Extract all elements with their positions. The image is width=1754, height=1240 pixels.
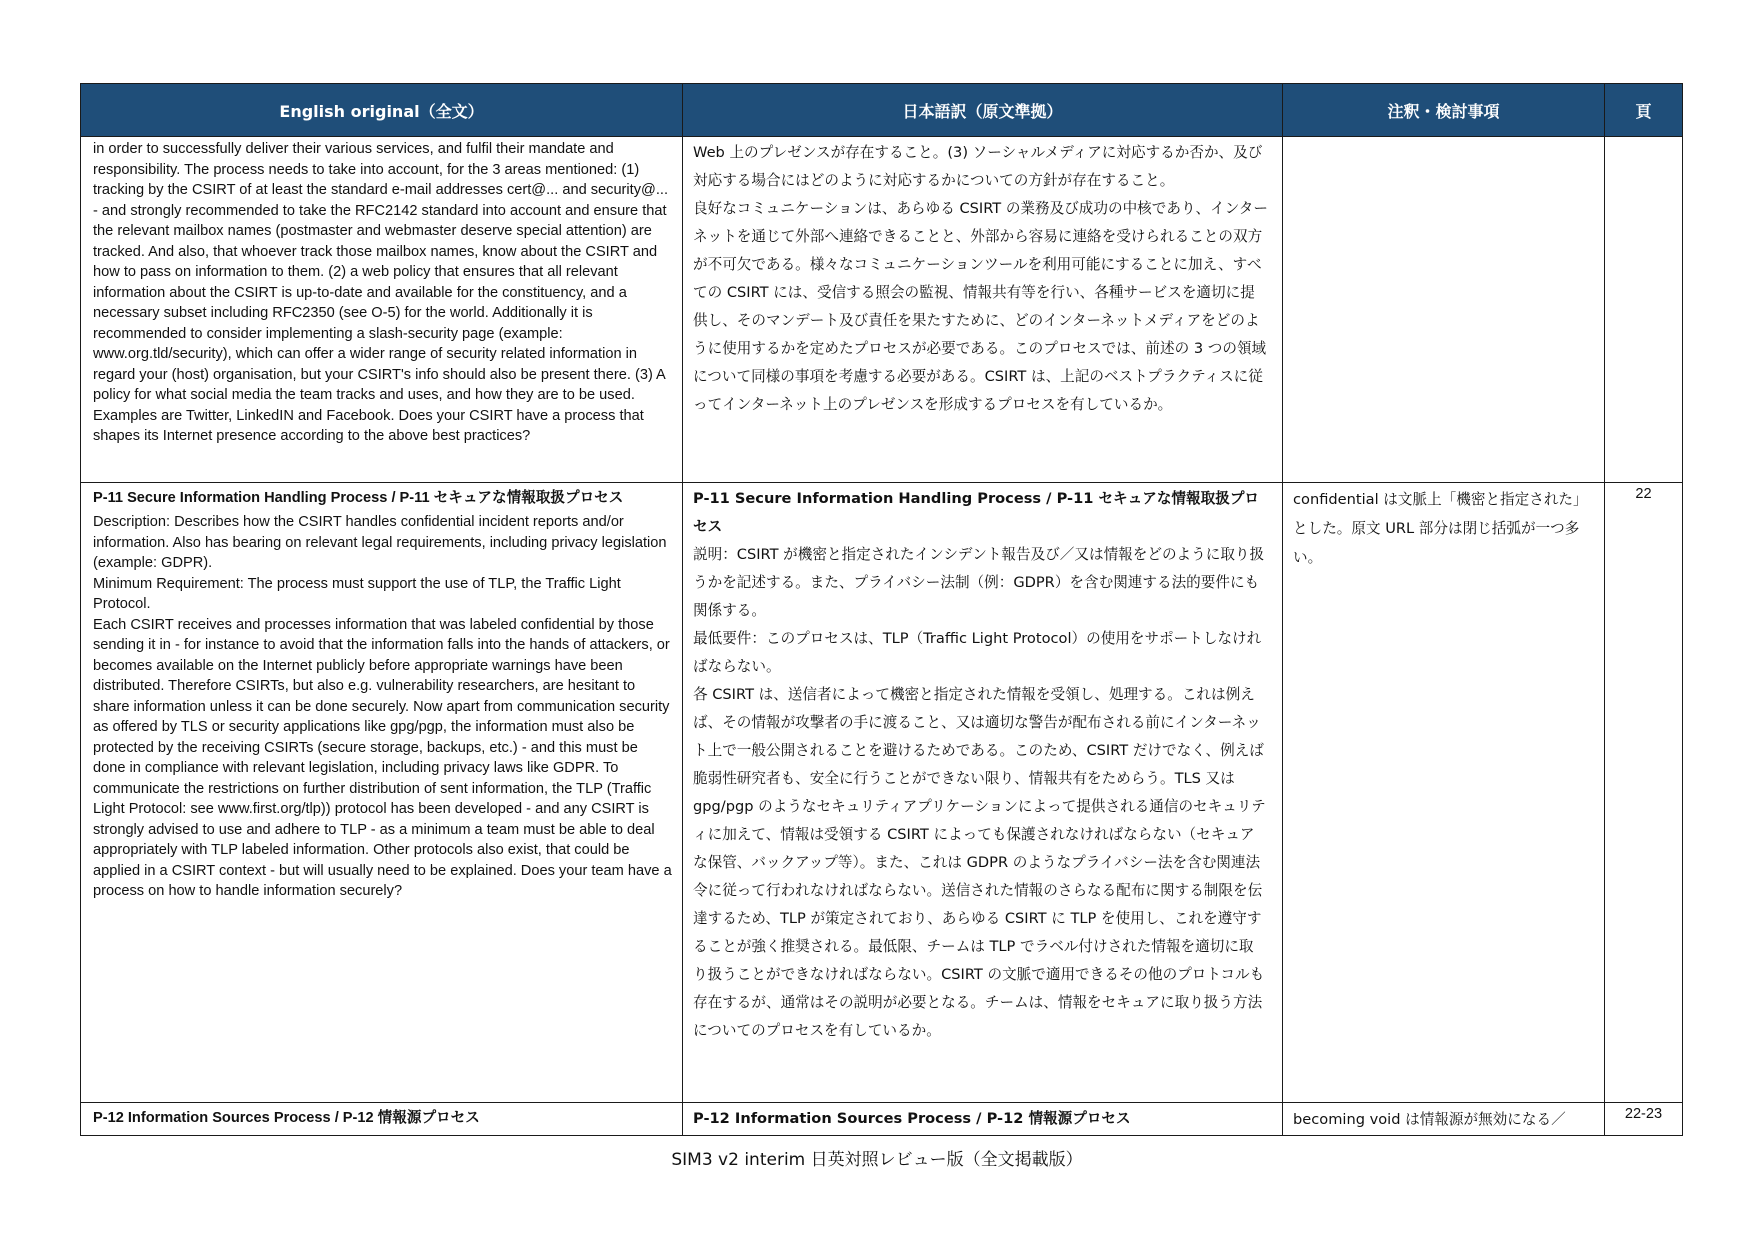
japanese-paragraph: 説明：CSIRT が機密と指定されたインシデント報告及び／又は情報をどのように取り扱うかを記述する。また、プライバシー法制（例：GDPR）を含む関連する法的要件にも関係する。 [693, 546, 1265, 619]
japanese-section-title: P-12 Information Sources Process / P-12 情報源プロセス [693, 1110, 1131, 1127]
japanese-cell [683, 137, 1283, 483]
page-footer: SIM3 v2 interim 日英対照レビュー版（全文掲載版） [671, 1150, 1083, 1170]
english-cell [81, 1103, 683, 1136]
japanese-paragraph: Web 上のプレゼンスが存在すること。(3) ソーシャルメディアに対応するか否か、及び対応する場合にはどのように対応するかについての方針が存在すること。 [693, 144, 1263, 189]
japanese-paragraph: 最低要件：このプロセスは、TLP（Traffic Light Protocol）の使用をサポートしなければならない。 [693, 630, 1262, 675]
english-section-title: P-12 Information Sources Process / P-12 情報源プロセス [93, 1110, 480, 1126]
japanese-paragraph: 各 CSIRT は、送信者によって機密と指定された情報を受領し、処理する。これは例えば、その情報が攻撃者の手に渡ること、又は適切な警告が配布される前にインターネット上で一般公開されることを避けるためである。このため、CSIRT だけでなく、例えば脆弱性研究者も、安全に行うことができない限り、情報共有をためらう。TLS 又は gpg/pgp のようなセキュリティアプリケーションによって提供される通信のセキュリティに加えて、情報は受領する CSIRT によっても保護されなければならない（セキュアな保管、バックアップ等）。また、これは GDPR のようなプライバシー法を含む関連法令に従って行われなければならない。送信された情報のさらなる配布に関する制限を伝達するため、TLP が策定されており、あらゆる CSIRT に TLP を使用し、これを遵守することが強く推奨される。最低限、チームは TLP でラベル付けされた情報を適切に取り扱うことができなければならない。CSIRT の文脈で適用できるその他のプロトコルも存在するが、通常はその説明が必要となる。チームは、情報をセキュアに取り扱う方法についてのプロセスを有しているか。 [693, 686, 1266, 1039]
english-cell [81, 137, 683, 483]
notes-cell: confidential は文脈上「機密と指定された」とした。原文 URL 部分は閉じ括弧が一つ多い。 [1283, 483, 1605, 1103]
japanese-cell [683, 483, 1283, 1103]
english-cell [81, 483, 683, 1103]
english-section-title: P-11 Secure Information Handling Process / P-11 セキュアな情報取扱プロセス [93, 490, 624, 506]
english-paragraph: in order to successfully deliver their various services, and fulfil their mandate and responsibility. The process needs to take into account, for the 3 areas mentioned: (1) tracking by the CSIRT of at least the standard e-mail addresses cert@... and security@... - and strongly recommended to take the RFC2142 standard into account and ensure that the relevant mailbox names (postmaster and webmaster deserve special attention) are tracked. And also, that whoever track those mailbox names, know about the CSIRT and how to pass on information to them. (2) a web policy that ensures that all relevant information about the CSIRT is up-to-date and available for the constituency, and a necessary subset including RFC2350 (see O-5) for the world. Additionally it is recommended to consider implementing a slash-security page (example: www.org.tld/security), which can offer a wider range of security related information in regard your (host) organisation, but your CSIRT's info should also be present there. (3) A policy for what social media the team tracks and uses, and how they are to be used. Examples are Twitter, LinkedIN and Facebook. Does your CSIRT have a process that shapes its Internet presence according to the above best practices? [93, 141, 668, 444]
japanese-cell [683, 1103, 1283, 1136]
notes-text: becoming void は情報源が無効になる／ [1293, 1111, 1566, 1128]
table-row [81, 137, 1683, 483]
notes-cell [1283, 137, 1605, 483]
bilingual-review-table [80, 83, 1683, 1136]
header-notes: 注釈・検討事項 [1283, 84, 1605, 137]
header-page: 頁 [1605, 84, 1683, 137]
japanese-paragraph: 良好なコミュニケーションは、あらゆる CSIRT の業務及び成功の中核であり、インターネットを通じて外部へ連絡できることと、外部から容易に連絡を受けられることの双方が不可欠である。様々なコミュニケーションツールを利用可能にすることに加え、すべての CSIRT には、受信する照会の監視、情報共有等を行い、各種サービスを適切に提供し、そのマンデート及び責任を果たすために、どのインターネットメディアをどのように使用するかを定めたプロセスが必要である。このプロセスでは、前述の 3 つの領域について同様の事項を考慮する必要がある。CSIRT は、上記のベストプラクティスに従ってインターネット上のプレゼンスを形成するプロセスを有しているか。 [693, 200, 1268, 413]
notes-cell [1283, 1103, 1605, 1136]
page-cell [1605, 137, 1683, 483]
english-paragraph: Minimum Requirement: The process must support the use of TLP, the Traffic Light Protocol. [93, 575, 621, 612]
table-header-row [81, 84, 1683, 137]
english-paragraph: Description: Describes how the CSIRT handles confidential incident reports and/or information. Also has bearing on relevant legal requirements, including privacy legislation (example: GDPR). [93, 514, 667, 571]
page-cell: 22 [1605, 483, 1683, 1103]
table-row [81, 483, 1683, 1103]
page-cell: 22-23 [1605, 1103, 1683, 1136]
japanese-section-title: P-11 Secure Information Handling Process / P-11 セキュアな情報取扱プロセス [693, 490, 1260, 535]
table-row [81, 1103, 1683, 1136]
header-english-original: English original（全文） [81, 84, 683, 137]
english-paragraph: Each CSIRT receives and processes information that was labeled confidential by those sending it in - for instance to avoid that the information falls into the hands of attackers, or becomes available on the Internet publicly before appropriate warnings have been distributed. Therefore CSIRTs, but also e.g. vulnerability researchers, are hesitant to share information unless it can be done securely. Now apart from communication security as offered by TLS or security applications like gpg/pgp, the information must also be protected by the receiving CSIRTs (secure storage, backups, etc.) - and this must be done in compliance with relevant legislation, including privacy laws like GDPR. To communicate the restrictions on further distribution of sent information, the TLP (Traffic Light Protocol: see www.first.org/tlp)) protocol has been developed - and any CSIRT is strongly advised to use and adhere to TLP - as a minimum a team must be able to deal appropriately with TLP labeled information. Other protocols also exist, that could be applied in a CSIRT context - but will usually need to be explained. Does your team have a process on how to handle information securely? [93, 616, 672, 899]
header-japanese-translation: 日本語訳（原文準拠） [683, 84, 1283, 137]
